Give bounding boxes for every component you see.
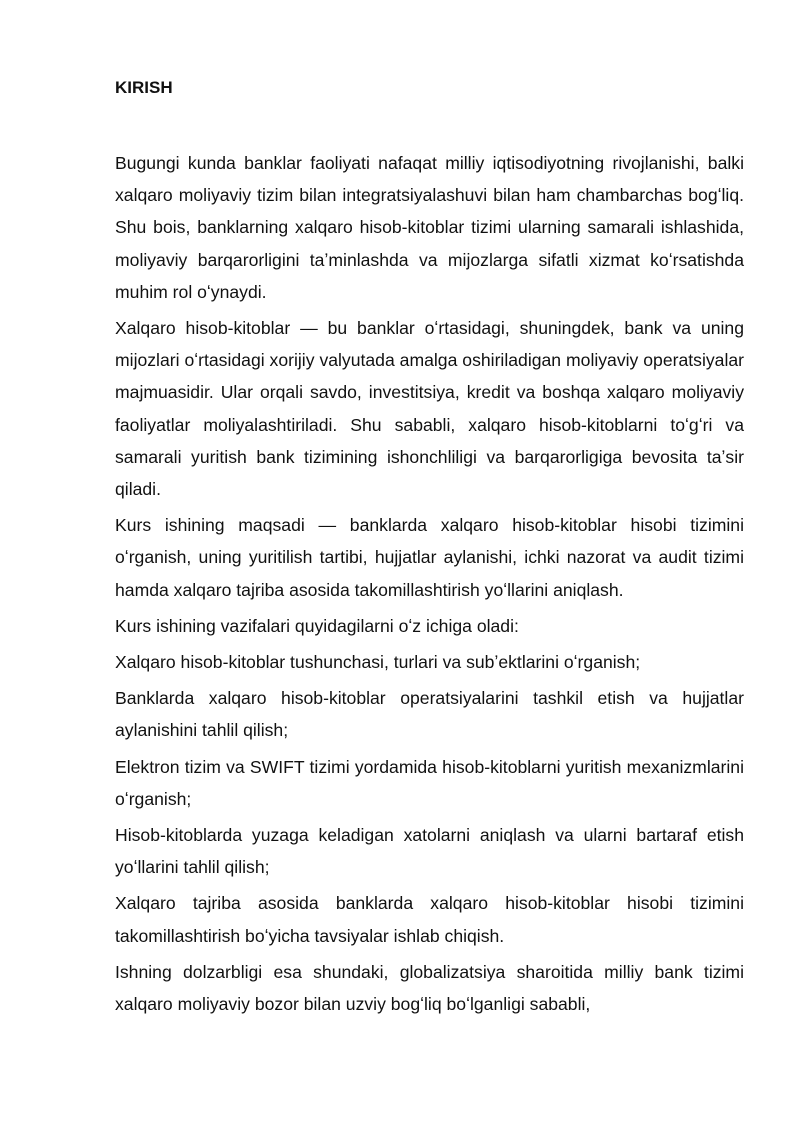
section-heading: KIRISH	[115, 78, 173, 97]
paragraph-relevance: Ishning dolzarbligi esa shundaki, globalizatsiya sharoitida milliy bank tizimi xalqaro moliyaviy bozor bilan uzviy bogʻliq boʻlganligi sababli,	[115, 961, 744, 1015]
paragraph-task-1: Xalqaro hisob-kitoblar tushunchasi, turlari va subʼektlarini oʻrganish;	[115, 652, 641, 673]
paragraph-task-5: Xalqaro tajriba asosida banklarda xalqaro hisob-kitoblar hisobi tizimini takomillashtirish boʻyicha tavsiyalar ishlab chiqish.	[115, 893, 744, 946]
paragraph-intro: Bugungi kunda banklar faoliyati nafaqat milliy iqtisodiyotning rivojlanishi, balki xalqaro moliyaviy tizim bilan integratsiyalashuvi bilan ham chambarchas bogʻliq. Shu bois, banklarning xalqaro hisob-kitoblar tizimi ularning samarali ishlashida, moliyaviy barqarorligini taʼminlashda va mijozlarga sifatli xizmat koʻrsatishda muhim rol oʻynaydi.	[115, 153, 744, 302]
paragraph-task-2: Banklarda xalqaro hisob-kitoblar operatsiyalarini tashkil etish va hujjatlar aylanishini tahlil qilish;	[115, 688, 744, 741]
paragraph-task-4: Hisob-kitoblarda yuzaga keladigan xatolarni aniqlash va ularni bartaraf etish yoʻllarini tahlil qilish;	[115, 825, 744, 878]
paragraph-definition: Xalqaro hisob-kitoblar — bu banklar oʻrtasidagi, shuningdek, bank va uning mijozlari oʻrtasidagi xorijiy valyutada amalga oshiriladigan moliyaviy operatsiyalar majmuasidir. Ular orqali savdo, investitsiya, kredit va boshqa xalqaro moliyaviy faoliyatlar moliyalashtiriladi. Shu sababli, xalqaro hisob-kitoblarni toʻgʻri va samarali yuritish bank tizimining ishonchliligi va barqarorligiga bevosita taʼsir qiladi.	[115, 318, 744, 500]
paragraph-tasks-intro: Kurs ishining vazifalari quyidagilarni oʻz ichiga oladi:	[115, 615, 519, 636]
paragraph-task-3: Elektron tizim va SWIFT tizimi yordamida hisob-kitoblarni yuritish mexanizmlarini oʻrganish;	[115, 756, 744, 809]
paragraph-goal: Kurs ishining maqsadi — banklarda xalqaro hisob-kitoblar hisobi tizimini oʻrganish, uning yuritilish tartibi, hujjatlar aylanishi, ichki nazorat va audit tizimi hamda xalqaro tajriba asosida takomillashtirish yoʻllarini aniqlash.	[115, 515, 744, 600]
